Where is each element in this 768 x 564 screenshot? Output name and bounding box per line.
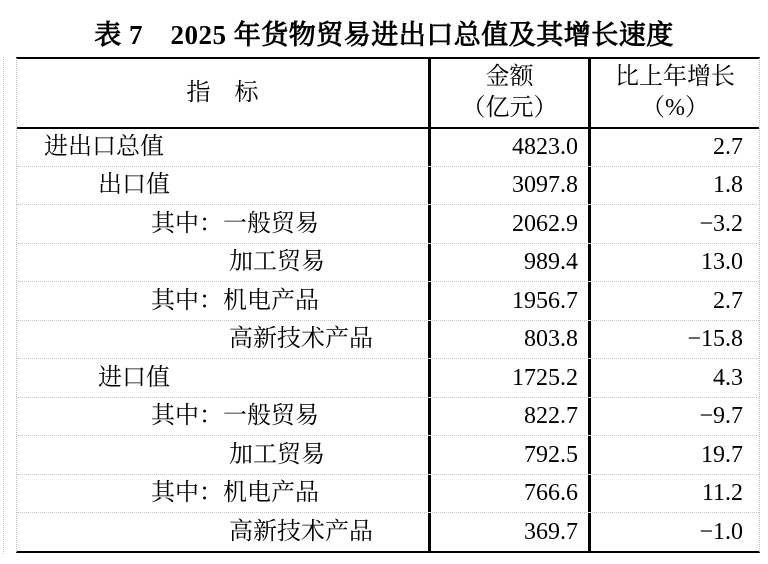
row-growth: 2.7 [713,287,743,314]
row-growth: −9.7 [699,403,743,430]
row-growth: 4.3 [713,364,743,391]
row-amount: 369.7 [431,513,591,551]
row-label: 其中：一般贸易 [17,398,431,436]
table-row [17,281,759,320]
table-row [17,397,759,436]
trade-table [16,57,760,553]
row-growth: −1.0 [699,518,743,545]
table-row [17,204,759,243]
row-amount: 792.5 [431,436,591,474]
row-amount: 822.7 [431,398,591,436]
row-label: 其中：机电产品 [17,282,431,320]
table-row [17,166,759,205]
row-amount: 1956.7 [431,282,591,320]
page-margin-guide-line [3,57,4,554]
table-row [17,243,759,282]
row-label: 加工贸易 [17,436,431,474]
row-label: 高新技术产品 [17,321,431,359]
row-label: 其中：机电产品 [17,475,431,513]
row-label: 进口值 [17,359,431,397]
row-amount: 4823.0 [431,129,591,166]
header-amount-line1: 金额 [485,64,534,90]
row-label: 出口值 [17,167,431,205]
header-growth-line1: 比上年增长 [615,64,735,90]
row-label: 加工贸易 [17,244,431,282]
row-amount: 803.8 [431,321,591,359]
row-amount: 766.6 [431,475,591,513]
row-growth: −15.8 [687,326,743,353]
table-row [17,320,759,359]
row-amount: 989.4 [431,244,591,282]
table-header-row [17,59,759,127]
header-indicator-label: 指 标 [186,79,259,106]
header-amount-line2: （亿元） [461,95,558,121]
table-row [17,358,759,397]
row-growth: 11.2 [701,480,743,507]
row-label: 进出口总值 [17,129,431,166]
row-label: 高新技术产品 [17,513,431,551]
row-label: 其中：一般贸易 [17,205,431,243]
row-growth: 2.7 [713,134,743,161]
table-row [17,127,759,166]
table-title: 表 7 2025 年货物贸易进出口总值及其增长速度 [94,20,674,50]
row-growth: 13.0 [701,249,743,276]
table-row [17,435,759,474]
table-row [17,512,759,551]
table-row [17,474,759,513]
header-indicator [17,59,431,127]
row-growth: −3.2 [699,210,743,237]
row-amount: 1725.2 [431,359,591,397]
row-growth: 1.8 [713,172,743,199]
row-growth: 19.7 [701,441,743,468]
row-amount: 2062.9 [431,205,591,243]
row-amount: 3097.8 [431,167,591,205]
header-amount [431,59,591,127]
header-growth [591,59,759,127]
header-growth-line2: （%） [641,95,709,121]
